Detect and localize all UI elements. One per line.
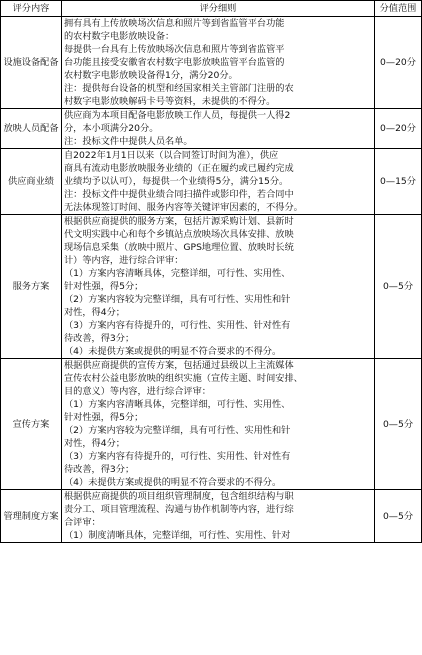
table-row [1,17,422,109]
detail-line: 农村数字电影放映设备得1分，满分20分。 [64,70,238,81]
header-detail: 评分细则 [62,1,375,17]
header-row [1,1,422,17]
row-detail [62,359,375,490]
row-range: 0—15分 [375,149,422,215]
detail-line: 的农村数字电影放映设备： [64,31,175,42]
detail-line: 现场信息采集（放映中照片、GPS地理位置、放映时长统 [64,242,294,253]
detail-line: 无法体现签订时间、服务内容等关键评审因素的，不得分。 [64,202,303,213]
detail-line: 自2022年1月1日以来（以合同签订时间为准），供应 [64,150,279,161]
detail-line: 村数字电影放映解码卡号等资料，未提供的不得分。 [64,96,276,107]
detail-line: （1）方案内容清晰具体，完整详细，可行性、实用性、 [64,268,291,279]
detail-line: 供应商为本项目配备电影放映工作人员，每提供一人得2 [64,110,291,121]
detail-line: （4）未提供方案或提供的明显不符合要求的不得分。 [64,346,282,357]
table-row [1,109,422,149]
table-row [1,490,422,543]
detail-line: 目的意义）等内容，进行综合评审： [64,386,211,397]
row-category: 设施设备配备 [1,17,62,109]
table-row [1,215,422,359]
row-category: 管理制度方案 [1,490,62,543]
row-range: 0—5分 [375,359,422,490]
detail-line: 对性，得4分； [64,307,125,318]
detail-line: 拥有具有上传放映场次信息和照片等到省监管平台功能 [64,18,285,29]
row-range: 0—5分 [375,215,422,359]
row-range: 0—20分 [375,17,422,109]
table-row [1,149,422,215]
detail-line: 分，本小项满分20分。 [64,123,159,134]
detail-line: （2）方案内容较为完整详细，具有可行性、实用性和针 [64,294,291,305]
header-category: 评分内容 [1,1,62,17]
detail-line: 责分工、项目管理流程、沟通与协作机制等内容，进行综 [64,504,294,515]
header-range: 分值范围 [375,1,422,17]
row-detail [62,149,375,215]
detail-line: 每提供一台具有上传放映场次信息和照片等到省监管平 [64,44,285,55]
row-category: 宣传方案 [1,359,62,490]
row-detail [62,215,375,359]
detail-line: 待改善，得3分； [64,464,135,475]
row-range: 0—20分 [375,109,422,149]
detail-line: 针对性强，得5分； [64,412,144,423]
row-detail [62,109,375,149]
detail-line: 宣传农村公益电影放映的组织实施（宣传主题、时间安排、 [64,373,303,384]
detail-line: 台功能且接受安徽省农村数字电影放映监管平台监管的 [64,57,285,68]
detail-line: 计）等内容，进行综合评审： [64,255,184,266]
detail-line: 根据供应商提供的服务方案，包括片源采购计划、县新时 [64,216,294,227]
detail-line: 对性，得4分； [64,438,125,449]
detail-line: （4）未提供方案或提供的明显不符合要求的不得分。 [64,477,282,488]
row-range: 0—5分 [375,490,422,543]
detail-line: 根据供应商提供的项目组织管理制度，包含组织结构与职 [64,491,294,502]
row-category: 放映人员配备 [1,109,62,149]
detail-line: 待改善，得3分； [64,333,135,344]
detail-line: 商具有流动电影放映服务业绩的（正在履约或已履约完成 [64,163,294,174]
detail-line: 代文明实践中心和每个乡镇站点放映场次具体安排、放映 [64,229,294,240]
table-row [1,359,422,490]
detail-line: 注：提供每台设备的机型和经国家相关主管部门注册的农 [64,83,294,94]
row-detail [62,490,375,543]
row-category: 供应商业绩 [1,149,62,215]
detail-line: （3）方案内容有待提升的，可行性、实用性、针对性有 [64,320,291,331]
row-detail [62,17,375,109]
detail-line: 注：投标文件中提供人员名单。 [64,136,193,147]
detail-line: 根据供应商提供的宣传方案，包括通过县级以上主流媒体 [64,360,294,371]
detail-line: （1）制度清晰具体，完整详细，可行性、实用性、针对 [64,530,291,541]
detail-line: 注：投标文件中提供业绩合同扫描件或影印件，若合同中 [64,189,294,200]
detail-line: （3）方案内容有待提升的，可行性、实用性、针对性有 [64,451,291,462]
detail-line: 业绩均予以认可），每提供一个业绩得5分，满分15分。 [64,176,289,187]
detail-line: 针对性强，得5分； [64,281,144,292]
detail-line: （2）方案内容较为完整详细，具有可行性、实用性和针 [64,425,291,436]
detail-line: 合评审： [64,517,101,528]
row-category: 服务方案 [1,215,62,359]
detail-line: （1）方案内容清晰具体，完整详细，可行性、实用性、 [64,399,291,410]
